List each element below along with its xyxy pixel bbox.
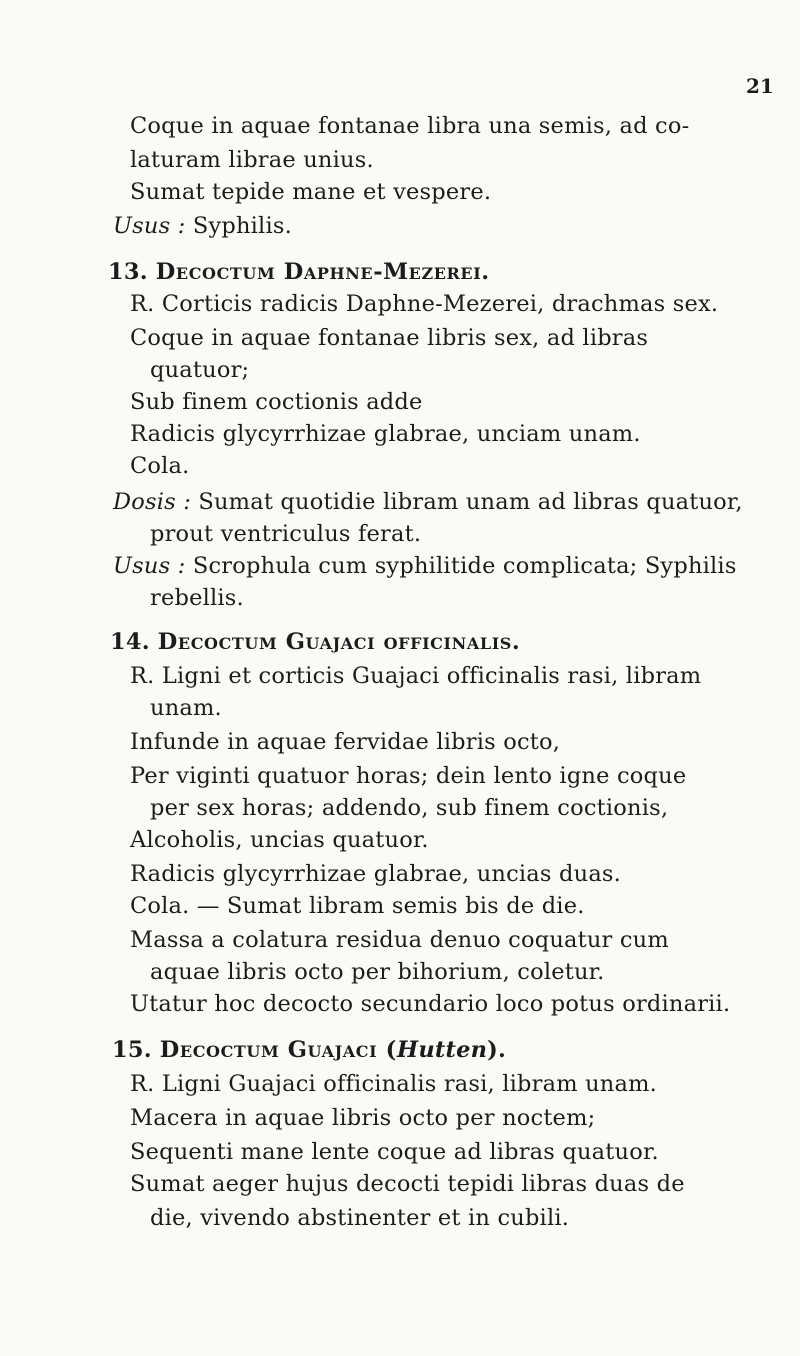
section-number: 13. bbox=[108, 259, 148, 285]
text-line: Cola. bbox=[130, 453, 190, 479]
text-line: aquae libris octo per bihorium, coletur. bbox=[150, 959, 605, 985]
usus-text: Scrophula cum syphilitide complicata; Syphilis bbox=[192, 553, 737, 579]
text-line: Utatur hoc decocto secundario loco potus ordinarii. bbox=[130, 991, 731, 1017]
text-line: R. Ligni et corticis Guajaci officinalis rasi, libram bbox=[130, 663, 702, 689]
section-13-heading bbox=[108, 258, 490, 286]
text-line: Infunde in aquae fervidae libris octo, bbox=[130, 729, 561, 755]
text-line: die, vivendo abstinenter et in cubili. bbox=[150, 1205, 570, 1231]
dosis-text: Sumat quotidie libram unam ad libras quatuor, bbox=[198, 489, 743, 515]
text-line: Coque in aquae fontanae libra una semis, ad co- bbox=[130, 113, 690, 139]
section-15-heading bbox=[112, 1036, 506, 1064]
text-line: Radicis glycyrrhizae glabrae, unciam unam. bbox=[130, 421, 641, 447]
page-number: 21 bbox=[746, 74, 774, 98]
usus-text: Syphilis. bbox=[192, 213, 292, 239]
text-line: unam. bbox=[150, 695, 222, 721]
section-number: 15. bbox=[112, 1037, 152, 1063]
section-title-end: ). bbox=[487, 1037, 507, 1063]
usus-label: Usus : bbox=[113, 213, 186, 239]
text-line: R. Ligni Guajaci officinalis rasi, libram unam. bbox=[130, 1071, 657, 1097]
text-line: Macera in aquae libris octo per noctem; bbox=[130, 1105, 596, 1131]
section-14-heading bbox=[110, 628, 520, 656]
section-title: Decoctum Daphne-Mezerei. bbox=[155, 259, 490, 285]
text-line: Sub finem coctionis adde bbox=[130, 389, 423, 415]
text-line: Sequenti mane lente coque ad libras quatuor. bbox=[130, 1139, 659, 1165]
text-line: Cola. — Sumat libram semis bis de die. bbox=[130, 893, 585, 919]
dosis-label: Dosis : bbox=[113, 489, 192, 515]
text-line: Per viginti quatuor horas; dein lento igne coque bbox=[130, 763, 687, 789]
text-line: Massa a colatura residua denuo coquatur cum bbox=[130, 927, 669, 953]
text-line: prout ventriculus ferat. bbox=[150, 521, 422, 547]
text-line: Radicis glycyrrhizae glabrae, uncias duas. bbox=[130, 861, 622, 887]
section-number: 14. bbox=[110, 629, 150, 655]
text-line: R. Corticis radicis Daphne-Mezerei, drachmas sex. bbox=[130, 291, 719, 317]
usus-line bbox=[113, 212, 292, 240]
text-line: Sumat tepide mane et vespere. bbox=[130, 179, 492, 205]
section-title: Decoctum Guajaci officinalis. bbox=[157, 629, 521, 655]
text-line: per sex horas; addendo, sub finem coctionis, bbox=[150, 795, 669, 821]
text-line: Sumat aeger hujus decocti tepidi libras duas de bbox=[130, 1171, 685, 1197]
text-line: rebellis. bbox=[150, 585, 244, 611]
text-line: Alcoholis, uncias quatuor. bbox=[130, 827, 429, 853]
text-line: laturam librae unius. bbox=[130, 147, 374, 173]
text-line: Coque in aquae fontanae libris sex, ad libras bbox=[130, 325, 649, 351]
usus-line bbox=[113, 552, 737, 580]
section-title-author: Hutten bbox=[396, 1037, 488, 1063]
section-title: Decoctum Guajaci ( bbox=[159, 1037, 397, 1063]
usus-label: Usus : bbox=[113, 553, 186, 579]
dosis-line bbox=[113, 488, 743, 516]
text-line: quatuor; bbox=[150, 357, 250, 383]
